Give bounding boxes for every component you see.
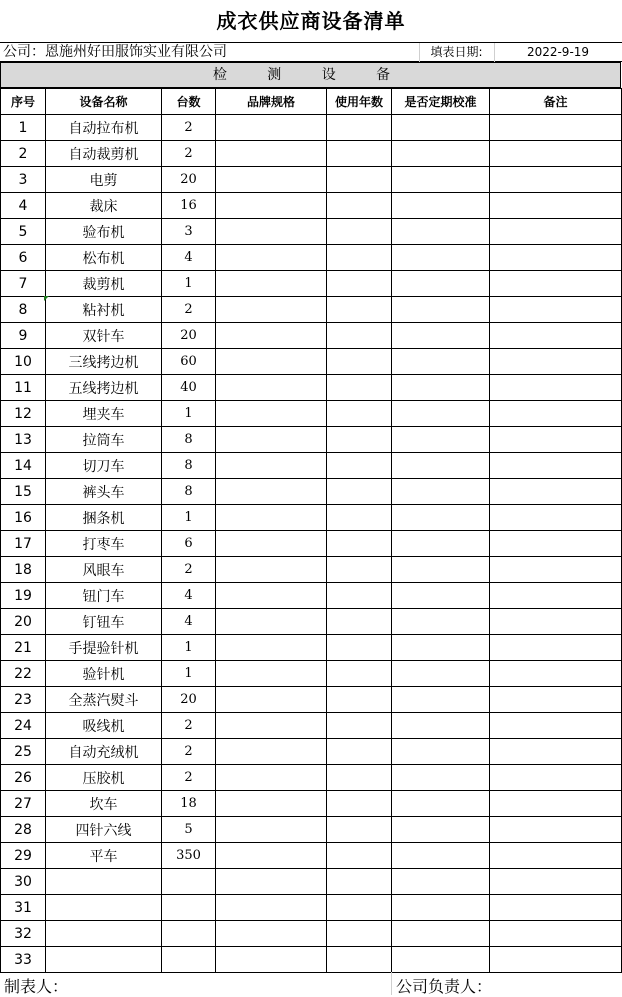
equipment-name-cell[interactable] bbox=[46, 921, 162, 947]
brand-spec-cell[interactable] bbox=[216, 427, 327, 453]
table-row bbox=[1, 557, 622, 583]
remarks-cell[interactable] bbox=[490, 531, 622, 557]
table-row bbox=[1, 453, 622, 479]
calibration-cell[interactable] bbox=[392, 427, 490, 453]
calibration-cell[interactable] bbox=[392, 947, 490, 973]
brand-spec-cell[interactable] bbox=[216, 869, 327, 895]
calibration-cell[interactable] bbox=[392, 479, 490, 505]
equipment-count-cell[interactable]: 18 bbox=[162, 791, 216, 817]
equipment-count-cell[interactable]: 2 bbox=[162, 739, 216, 765]
table-row bbox=[1, 297, 622, 323]
equipment-name-cell[interactable]: 自动充绒机 bbox=[46, 739, 162, 765]
equipment-name-cell[interactable]: 裤头车 bbox=[46, 479, 162, 505]
equipment-name-cell[interactable]: 裁剪机 bbox=[46, 271, 162, 297]
footer bbox=[0, 972, 622, 995]
row-number-cell[interactable]: 24 bbox=[1, 713, 46, 739]
equipment-name-cell[interactable]: 打枣车 bbox=[46, 531, 162, 557]
company-name: 公司：恩施州好田服饰实业有限公司 bbox=[3, 44, 227, 60]
table-row bbox=[1, 609, 622, 635]
brand-spec-cell[interactable] bbox=[216, 557, 327, 583]
remarks-cell[interactable] bbox=[490, 271, 622, 297]
calibration-cell[interactable] bbox=[392, 401, 490, 427]
equipment-name-cell[interactable]: 手提验针机 bbox=[46, 635, 162, 661]
calibration-cell[interactable] bbox=[392, 687, 490, 713]
remarks-cell[interactable] bbox=[490, 765, 622, 791]
equipment-name-cell[interactable]: 埋夹车 bbox=[46, 401, 162, 427]
table-row bbox=[1, 193, 622, 219]
table-row bbox=[1, 739, 622, 765]
row-number-cell[interactable]: 13 bbox=[1, 427, 46, 453]
years-used-cell[interactable] bbox=[327, 531, 392, 557]
years-used-cell[interactable] bbox=[327, 141, 392, 167]
table-row bbox=[1, 791, 622, 817]
calibration-cell[interactable] bbox=[392, 323, 490, 349]
row-number-cell[interactable]: 15 bbox=[1, 479, 46, 505]
equipment-name-cell[interactable]: 双针车 bbox=[46, 323, 162, 349]
equipment-name-cell[interactable]: 切刀车 bbox=[46, 453, 162, 479]
table-row bbox=[1, 505, 622, 531]
years-used-cell[interactable] bbox=[327, 193, 392, 219]
equipment-name-cell[interactable]: 自动裁剪机 bbox=[46, 141, 162, 167]
table-row bbox=[1, 271, 622, 297]
equipment-name-cell[interactable]: 全蒸汽熨斗 bbox=[46, 687, 162, 713]
years-used-cell[interactable] bbox=[327, 791, 392, 817]
equipment-name-cell[interactable]: 钮门车 bbox=[46, 583, 162, 609]
row-number-cell[interactable]: 12 bbox=[1, 401, 46, 427]
equipment-count-cell[interactable] bbox=[162, 869, 216, 895]
equipment-count-cell[interactable]: 1 bbox=[162, 661, 216, 687]
brand-spec-cell[interactable] bbox=[216, 817, 327, 843]
table-row bbox=[1, 245, 622, 271]
equipment-count-cell[interactable]: 40 bbox=[162, 375, 216, 401]
equipment-count-cell[interactable]: 8 bbox=[162, 479, 216, 505]
years-used-cell[interactable] bbox=[327, 869, 392, 895]
calibration-cell[interactable] bbox=[392, 609, 490, 635]
table-row bbox=[1, 843, 622, 869]
brand-spec-cell[interactable] bbox=[216, 219, 327, 245]
brand-spec-cell[interactable] bbox=[216, 583, 327, 609]
remarks-cell[interactable] bbox=[490, 167, 622, 193]
cell-comment-marker bbox=[44, 296, 49, 301]
years-used-cell[interactable] bbox=[327, 271, 392, 297]
years-used-cell[interactable] bbox=[327, 687, 392, 713]
col-header-years: 使用年数 bbox=[327, 89, 392, 115]
years-used-cell[interactable] bbox=[327, 895, 392, 921]
brand-spec-cell[interactable] bbox=[216, 323, 327, 349]
years-used-cell[interactable] bbox=[327, 297, 392, 323]
equipment-count-cell[interactable]: 6 bbox=[162, 531, 216, 557]
table-row bbox=[1, 765, 622, 791]
calibration-cell[interactable] bbox=[392, 921, 490, 947]
calibration-cell[interactable] bbox=[392, 219, 490, 245]
calibration-cell[interactable] bbox=[392, 193, 490, 219]
table-row bbox=[1, 635, 622, 661]
equipment-name-cell[interactable]: 捆条机 bbox=[46, 505, 162, 531]
brand-spec-cell[interactable] bbox=[216, 921, 327, 947]
calibration-cell[interactable] bbox=[392, 791, 490, 817]
remarks-cell[interactable] bbox=[490, 583, 622, 609]
table-row bbox=[1, 895, 622, 921]
years-used-cell[interactable] bbox=[327, 375, 392, 401]
equipment-count-cell[interactable]: 8 bbox=[162, 453, 216, 479]
equipment-name-cell[interactable]: 坎车 bbox=[46, 791, 162, 817]
row-number-cell[interactable]: 32 bbox=[1, 921, 46, 947]
row-number-cell[interactable]: 7 bbox=[1, 271, 46, 297]
remarks-cell[interactable] bbox=[490, 479, 622, 505]
years-used-cell[interactable] bbox=[327, 349, 392, 375]
table-row bbox=[1, 921, 622, 947]
row-number-cell[interactable]: 22 bbox=[1, 661, 46, 687]
row-number-cell[interactable]: 4 bbox=[1, 193, 46, 219]
row-number-cell[interactable]: 27 bbox=[1, 791, 46, 817]
row-number-cell[interactable]: 2 bbox=[1, 141, 46, 167]
table-row bbox=[1, 141, 622, 167]
table-row bbox=[1, 167, 622, 193]
brand-spec-cell[interactable] bbox=[216, 271, 327, 297]
col-header-no: 序号 bbox=[1, 89, 46, 115]
owner-label: 公司负责人： bbox=[396, 977, 493, 996]
years-used-cell[interactable] bbox=[327, 427, 392, 453]
table-row bbox=[1, 375, 622, 401]
section-header: 检 测 设 备 bbox=[0, 62, 621, 88]
calibration-cell[interactable] bbox=[392, 817, 490, 843]
remarks-cell[interactable] bbox=[490, 739, 622, 765]
equipment-count-cell[interactable]: 2 bbox=[162, 713, 216, 739]
equipment-name-cell[interactable] bbox=[46, 947, 162, 973]
equipment-count-cell[interactable]: 4 bbox=[162, 609, 216, 635]
footer-divider bbox=[391, 972, 392, 995]
row-number-cell[interactable]: 9 bbox=[1, 323, 46, 349]
equipment-count-cell[interactable]: 8 bbox=[162, 427, 216, 453]
row-number-cell[interactable]: 31 bbox=[1, 895, 46, 921]
table-row bbox=[1, 349, 622, 375]
equipment-count-cell[interactable]: 60 bbox=[162, 349, 216, 375]
remarks-cell[interactable] bbox=[490, 791, 622, 817]
remarks-cell[interactable] bbox=[490, 141, 622, 167]
brand-spec-cell[interactable] bbox=[216, 453, 327, 479]
remarks-cell[interactable] bbox=[490, 817, 622, 843]
calibration-cell[interactable] bbox=[392, 167, 490, 193]
equipment-name-cell[interactable]: 四针六线 bbox=[46, 817, 162, 843]
calibration-cell[interactable] bbox=[392, 843, 490, 869]
equipment-count-cell[interactable]: 1 bbox=[162, 635, 216, 661]
years-used-cell[interactable] bbox=[327, 817, 392, 843]
brand-spec-cell[interactable] bbox=[216, 401, 327, 427]
remarks-cell[interactable] bbox=[490, 921, 622, 947]
years-used-cell[interactable] bbox=[327, 947, 392, 973]
row-number-cell[interactable]: 29 bbox=[1, 843, 46, 869]
row-number-cell[interactable]: 10 bbox=[1, 349, 46, 375]
years-used-cell[interactable] bbox=[327, 557, 392, 583]
equipment-name-cell[interactable]: 粘衬机 bbox=[46, 297, 162, 323]
brand-spec-cell[interactable] bbox=[216, 141, 327, 167]
calibration-cell[interactable] bbox=[392, 635, 490, 661]
remarks-cell[interactable] bbox=[490, 401, 622, 427]
calibration-cell[interactable] bbox=[392, 531, 490, 557]
equipment-name-cell[interactable]: 电剪 bbox=[46, 167, 162, 193]
table-row bbox=[1, 219, 622, 245]
maker-label: 制表人： bbox=[4, 977, 69, 996]
calibration-cell[interactable] bbox=[392, 661, 490, 687]
brand-spec-cell[interactable] bbox=[216, 947, 327, 973]
row-number-cell[interactable]: 20 bbox=[1, 609, 46, 635]
brand-spec-cell[interactable] bbox=[216, 245, 327, 271]
row-number-cell[interactable]: 16 bbox=[1, 505, 46, 531]
equipment-name-cell[interactable]: 钉钮车 bbox=[46, 609, 162, 635]
remarks-cell[interactable] bbox=[490, 193, 622, 219]
col-header-calibration: 是否定期校准 bbox=[392, 89, 490, 115]
equipment-count-cell[interactable]: 350 bbox=[162, 843, 216, 869]
calibration-cell[interactable] bbox=[392, 713, 490, 739]
row-number-cell[interactable]: 30 bbox=[1, 869, 46, 895]
equipment-count-cell[interactable]: 2 bbox=[162, 115, 216, 141]
brand-spec-cell[interactable] bbox=[216, 375, 327, 401]
row-number-cell[interactable]: 33 bbox=[1, 947, 46, 973]
row-number-cell[interactable]: 21 bbox=[1, 635, 46, 661]
equipment-table bbox=[0, 88, 622, 973]
brand-spec-cell[interactable] bbox=[216, 765, 327, 791]
brand-spec-cell[interactable] bbox=[216, 687, 327, 713]
row-number-cell[interactable]: 3 bbox=[1, 167, 46, 193]
calibration-cell[interactable] bbox=[392, 895, 490, 921]
row-number-cell[interactable]: 26 bbox=[1, 765, 46, 791]
years-used-cell[interactable] bbox=[327, 479, 392, 505]
calibration-cell[interactable] bbox=[392, 505, 490, 531]
remarks-cell[interactable] bbox=[490, 869, 622, 895]
equipment-count-cell[interactable]: 5 bbox=[162, 817, 216, 843]
row-number-cell[interactable]: 8 bbox=[1, 297, 46, 323]
equipment-count-cell[interactable]: 4 bbox=[162, 583, 216, 609]
years-used-cell[interactable] bbox=[327, 323, 392, 349]
table-row bbox=[1, 583, 622, 609]
calibration-cell[interactable] bbox=[392, 557, 490, 583]
equipment-name-cell[interactable]: 平车 bbox=[46, 843, 162, 869]
calibration-cell[interactable] bbox=[392, 869, 490, 895]
remarks-cell[interactable] bbox=[490, 245, 622, 271]
col-header-name: 设备名称 bbox=[46, 89, 162, 115]
equipment-count-cell[interactable]: 4 bbox=[162, 245, 216, 271]
brand-spec-cell[interactable] bbox=[216, 193, 327, 219]
equipment-count-cell[interactable] bbox=[162, 921, 216, 947]
sheet-title: 成衣供应商设备清单 bbox=[216, 9, 406, 33]
remarks-cell[interactable] bbox=[490, 115, 622, 141]
row-number-cell[interactable]: 5 bbox=[1, 219, 46, 245]
years-used-cell[interactable] bbox=[327, 765, 392, 791]
years-used-cell[interactable] bbox=[327, 219, 392, 245]
col-header-remarks: 备注 bbox=[490, 89, 622, 115]
equipment-count-cell[interactable]: 2 bbox=[162, 141, 216, 167]
years-used-cell[interactable] bbox=[327, 453, 392, 479]
years-used-cell[interactable] bbox=[327, 609, 392, 635]
equipment-count-cell[interactable]: 3 bbox=[162, 219, 216, 245]
remarks-cell[interactable] bbox=[490, 505, 622, 531]
remarks-cell[interactable] bbox=[490, 323, 622, 349]
equipment-name-cell[interactable]: 五线拷边机 bbox=[46, 375, 162, 401]
table-row bbox=[1, 479, 622, 505]
calibration-cell[interactable] bbox=[392, 739, 490, 765]
calibration-cell[interactable] bbox=[392, 297, 490, 323]
remarks-cell[interactable] bbox=[490, 557, 622, 583]
equipment-count-cell[interactable] bbox=[162, 895, 216, 921]
calibration-cell[interactable] bbox=[392, 765, 490, 791]
equipment-name-cell[interactable]: 松布机 bbox=[46, 245, 162, 271]
remarks-cell[interactable] bbox=[490, 687, 622, 713]
equipment-count-cell[interactable]: 1 bbox=[162, 505, 216, 531]
table-row bbox=[1, 661, 622, 687]
remarks-cell[interactable] bbox=[490, 635, 622, 661]
equipment-name-cell[interactable] bbox=[46, 869, 162, 895]
years-used-cell[interactable] bbox=[327, 921, 392, 947]
calibration-cell[interactable] bbox=[392, 245, 490, 271]
brand-spec-cell[interactable] bbox=[216, 505, 327, 531]
row-number-cell[interactable]: 18 bbox=[1, 557, 46, 583]
brand-spec-cell[interactable] bbox=[216, 349, 327, 375]
equipment-name-cell[interactable]: 风眼车 bbox=[46, 557, 162, 583]
remarks-cell[interactable] bbox=[490, 349, 622, 375]
brand-spec-cell[interactable] bbox=[216, 895, 327, 921]
remarks-cell[interactable] bbox=[490, 453, 622, 479]
remarks-cell[interactable] bbox=[490, 843, 622, 869]
remarks-cell[interactable] bbox=[490, 297, 622, 323]
remarks-cell[interactable] bbox=[490, 219, 622, 245]
years-used-cell[interactable] bbox=[327, 505, 392, 531]
fill-date-value: 2022-9-19 bbox=[526, 45, 590, 59]
equipment-count-cell[interactable]: 2 bbox=[162, 557, 216, 583]
years-used-cell[interactable] bbox=[327, 245, 392, 271]
calibration-cell[interactable] bbox=[392, 453, 490, 479]
equipment-count-cell[interactable]: 20 bbox=[162, 687, 216, 713]
equipment-count-cell[interactable]: 16 bbox=[162, 193, 216, 219]
equipment-name-cell[interactable]: 自动拉布机 bbox=[46, 115, 162, 141]
remarks-cell[interactable] bbox=[490, 661, 622, 687]
equipment-name-cell[interactable]: 验针机 bbox=[46, 661, 162, 687]
table-row bbox=[1, 401, 622, 427]
years-used-cell[interactable] bbox=[327, 401, 392, 427]
brand-spec-cell[interactable] bbox=[216, 661, 327, 687]
years-used-cell[interactable] bbox=[327, 583, 392, 609]
col-header-brand: 品牌规格 bbox=[216, 89, 327, 115]
years-used-cell[interactable] bbox=[327, 635, 392, 661]
table-row bbox=[1, 817, 622, 843]
equipment-count-cell[interactable]: 1 bbox=[162, 271, 216, 297]
equipment-name-cell[interactable]: 吸线机 bbox=[46, 713, 162, 739]
brand-spec-cell[interactable] bbox=[216, 297, 327, 323]
calibration-cell[interactable] bbox=[392, 375, 490, 401]
row-number-cell[interactable]: 19 bbox=[1, 583, 46, 609]
brand-spec-cell[interactable] bbox=[216, 843, 327, 869]
brand-spec-cell[interactable] bbox=[216, 713, 327, 739]
years-used-cell[interactable] bbox=[327, 739, 392, 765]
remarks-cell[interactable] bbox=[490, 713, 622, 739]
remarks-cell[interactable] bbox=[490, 947, 622, 973]
brand-spec-cell[interactable] bbox=[216, 739, 327, 765]
fill-date-label: 填表日期: bbox=[430, 45, 483, 59]
brand-spec-cell[interactable] bbox=[216, 609, 327, 635]
brand-spec-cell[interactable] bbox=[216, 479, 327, 505]
row-number-cell[interactable]: 17 bbox=[1, 531, 46, 557]
table-row bbox=[1, 427, 622, 453]
table-header-row bbox=[1, 89, 622, 115]
calibration-cell[interactable] bbox=[392, 115, 490, 141]
remarks-cell[interactable] bbox=[490, 427, 622, 453]
info-bar bbox=[0, 42, 622, 62]
table-row bbox=[1, 115, 622, 141]
equipment-name-cell[interactable]: 验布机 bbox=[46, 219, 162, 245]
years-used-cell[interactable] bbox=[327, 115, 392, 141]
row-number-cell[interactable]: 6 bbox=[1, 245, 46, 271]
equipment-count-cell[interactable]: 1 bbox=[162, 401, 216, 427]
col-header-count: 台数 bbox=[162, 89, 216, 115]
row-number-cell[interactable]: 28 bbox=[1, 817, 46, 843]
equipment-count-cell[interactable]: 2 bbox=[162, 765, 216, 791]
years-used-cell[interactable] bbox=[327, 167, 392, 193]
equipment-name-cell[interactable]: 裁床 bbox=[46, 193, 162, 219]
brand-spec-cell[interactable] bbox=[216, 531, 327, 557]
brand-spec-cell[interactable] bbox=[216, 635, 327, 661]
row-number-cell[interactable]: 11 bbox=[1, 375, 46, 401]
table-row bbox=[1, 713, 622, 739]
row-number-cell[interactable]: 14 bbox=[1, 453, 46, 479]
table-row bbox=[1, 531, 622, 557]
row-number-cell[interactable]: 23 bbox=[1, 687, 46, 713]
remarks-cell[interactable] bbox=[490, 375, 622, 401]
row-number-cell[interactable]: 1 bbox=[1, 115, 46, 141]
remarks-cell[interactable] bbox=[490, 609, 622, 635]
equipment-count-cell[interactable] bbox=[162, 947, 216, 973]
equipment-name-cell[interactable] bbox=[46, 895, 162, 921]
years-used-cell[interactable] bbox=[327, 661, 392, 687]
brand-spec-cell[interactable] bbox=[216, 167, 327, 193]
years-used-cell[interactable] bbox=[327, 713, 392, 739]
brand-spec-cell[interactable] bbox=[216, 791, 327, 817]
calibration-cell[interactable] bbox=[392, 141, 490, 167]
table-row bbox=[1, 323, 622, 349]
calibration-cell[interactable] bbox=[392, 349, 490, 375]
equipment-name-cell[interactable]: 三线拷边机 bbox=[46, 349, 162, 375]
years-used-cell[interactable] bbox=[327, 843, 392, 869]
table-row bbox=[1, 947, 622, 973]
equipment-count-cell[interactable]: 2 bbox=[162, 297, 216, 323]
table-body bbox=[1, 115, 622, 973]
equipment-name-cell[interactable]: 压胶机 bbox=[46, 765, 162, 791]
remarks-cell[interactable] bbox=[490, 895, 622, 921]
row-number-cell[interactable]: 25 bbox=[1, 739, 46, 765]
table-row bbox=[1, 687, 622, 713]
equipment-count-cell[interactable]: 20 bbox=[162, 323, 216, 349]
equipment-count-cell[interactable]: 20 bbox=[162, 167, 216, 193]
brand-spec-cell[interactable] bbox=[216, 115, 327, 141]
calibration-cell[interactable] bbox=[392, 583, 490, 609]
table-row bbox=[1, 869, 622, 895]
calibration-cell[interactable] bbox=[392, 271, 490, 297]
equipment-name-cell[interactable]: 拉筒车 bbox=[46, 427, 162, 453]
